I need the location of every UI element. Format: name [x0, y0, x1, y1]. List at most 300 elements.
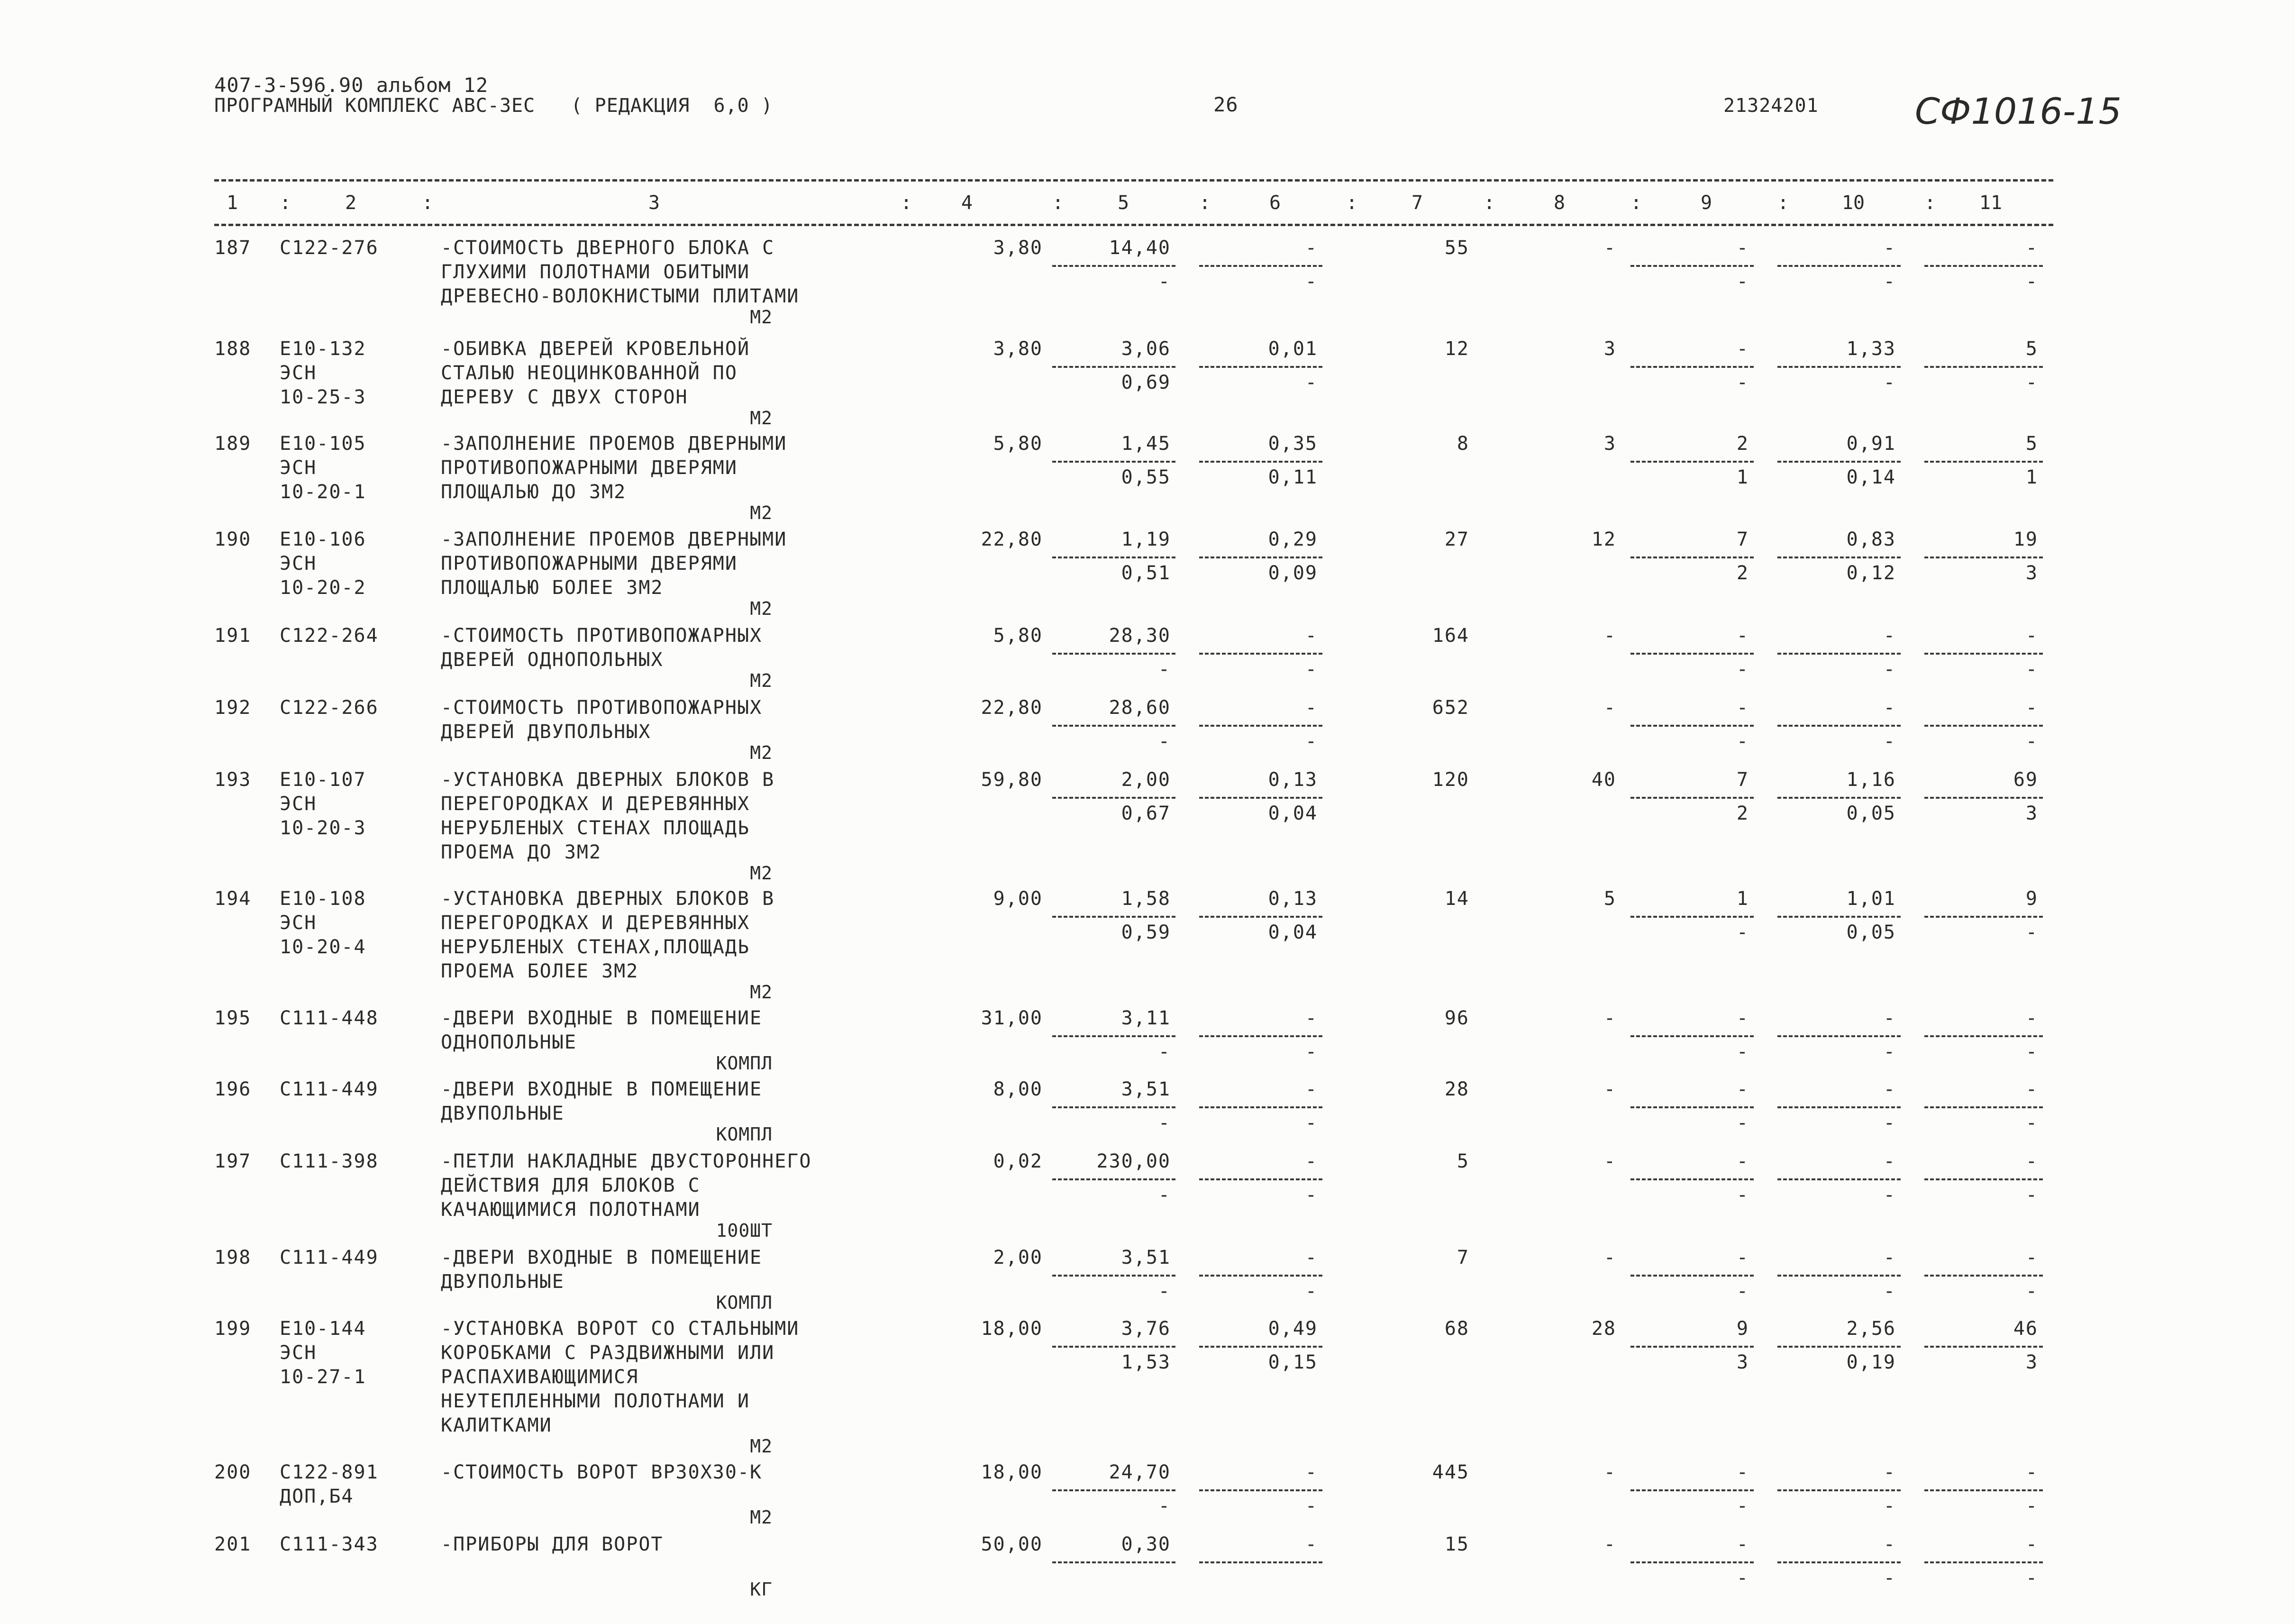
row-number: 197 — [214, 1150, 252, 1172]
total-cost: 445 — [1432, 1461, 1469, 1483]
work-description: ПРОТИВОПОЖАРНЫМИ ДВЕРЯМИ — [441, 553, 738, 575]
labor-hours-upper: 0,83 — [1846, 529, 1896, 550]
total-labor-lower: - — [2025, 730, 2038, 752]
value-divider — [1630, 1035, 1754, 1037]
total-labor-lower: 3 — [2025, 1351, 2038, 1373]
machine-cost-upper: - — [1736, 625, 1749, 647]
value-divider — [1052, 1346, 1175, 1348]
work-description: ПЕРЕГОРОДКАХ И ДЕРЕВЯННЫХ — [441, 793, 750, 815]
total-wages: - — [1603, 1247, 1616, 1268]
wage-cost-lower: 0,04 — [1268, 921, 1318, 943]
value-divider — [1630, 1275, 1754, 1277]
rate-code: Е10-105 — [280, 433, 366, 455]
unit-cost-upper: 3,51 — [1121, 1247, 1171, 1268]
unit-cost-lower: - — [1158, 658, 1171, 680]
work-description: ПРОЕМА ДО 3М2 — [441, 841, 602, 863]
unit-cost-upper: 28,30 — [1109, 625, 1171, 647]
labor-hours-upper: - — [1883, 1461, 1896, 1483]
total-labor-upper: - — [2025, 1533, 2038, 1555]
value-divider — [1924, 1178, 2043, 1180]
work-description: ДРЕВЕСНО-ВОЛОКНИСТЫМИ ПЛИТАМИ — [441, 285, 800, 307]
quantity: 5,80 — [993, 625, 1043, 647]
total-labor-upper: - — [2025, 697, 2038, 719]
work-description: КАЛИТКАМИ — [441, 1414, 552, 1436]
total-cost: 15 — [1444, 1533, 1469, 1555]
total-labor-lower: - — [2025, 658, 2038, 680]
rate-code: 10-20-2 — [280, 577, 366, 599]
machine-cost-upper: 1 — [1736, 888, 1749, 910]
labor-hours-lower: - — [1883, 730, 1896, 752]
machine-cost-lower: - — [1736, 1041, 1749, 1063]
work-description: ДВЕРЕЙ ОДНОПОЛЬНЫХ — [441, 649, 664, 671]
column-separator: : — [280, 192, 291, 214]
unit-of-measure: М2 — [750, 408, 773, 429]
value-divider — [1777, 653, 1901, 655]
total-wages: - — [1603, 625, 1616, 647]
value-divider — [1630, 1561, 1754, 1563]
machine-cost-upper: 9 — [1736, 1318, 1749, 1340]
rate-code: С111-343 — [280, 1533, 379, 1555]
wage-cost-lower: - — [1305, 1112, 1318, 1134]
quantity: 22,80 — [981, 697, 1043, 719]
quantity: 18,00 — [981, 1318, 1043, 1340]
column-header: 10 — [1841, 192, 1865, 214]
unit-cost-upper: 3,51 — [1121, 1078, 1171, 1100]
unit-cost-upper: 3,76 — [1121, 1318, 1171, 1340]
work-description: ПЛОЩАЛЬЮ ДО 3М2 — [441, 481, 627, 503]
labor-hours-upper: 0,91 — [1846, 433, 1896, 455]
wage-cost-upper: - — [1305, 625, 1318, 647]
unit-of-measure: М2 — [750, 1507, 773, 1528]
quantity: 59,80 — [981, 769, 1043, 791]
work-description: РАСПАХИВАЮЩИМИСЯ — [441, 1366, 639, 1388]
labor-hours-lower: - — [1883, 1112, 1896, 1134]
column-separator: : — [1924, 192, 1936, 214]
labor-hours-lower: - — [1883, 271, 1896, 292]
value-divider — [1199, 1178, 1322, 1180]
wage-cost-upper: - — [1305, 1007, 1318, 1029]
labor-hours-lower: - — [1883, 1184, 1896, 1206]
row-number: 187 — [214, 237, 252, 259]
rate-code: ЭСН — [280, 553, 317, 575]
total-wages: 3 — [1603, 338, 1616, 360]
work-description: НЕРУБЛЕНЫХ СТЕНАХ ПЛОЩАДЬ — [441, 817, 750, 839]
value-divider — [1052, 265, 1175, 267]
unit-of-measure: М2 — [750, 982, 773, 1003]
rate-code: Е10-106 — [280, 529, 366, 550]
rate-code: ЭСН — [280, 793, 317, 815]
total-wages: - — [1603, 1150, 1616, 1172]
work-description: КАЧАЮЩИМИСЯ ПОЛОТНАМИ — [441, 1199, 701, 1221]
value-divider — [1777, 1035, 1901, 1037]
value-divider — [1630, 265, 1754, 267]
unit-cost-upper: 28,60 — [1109, 697, 1171, 719]
unit-cost-upper: 1,19 — [1121, 529, 1171, 550]
rate-code: Е10-132 — [280, 338, 366, 360]
labor-hours-upper: - — [1883, 1007, 1896, 1029]
total-cost: 68 — [1444, 1318, 1469, 1340]
machine-cost-upper: - — [1736, 1150, 1749, 1172]
value-divider — [1052, 366, 1175, 368]
quantity: 8,00 — [993, 1078, 1043, 1100]
value-divider — [1052, 557, 1175, 558]
row-number: 198 — [214, 1247, 252, 1268]
rate-code: С111-448 — [280, 1007, 379, 1029]
value-divider — [1924, 1489, 2043, 1491]
quantity: 5,80 — [993, 433, 1043, 455]
row-number: 191 — [214, 625, 252, 647]
unit-of-measure: М2 — [750, 1436, 773, 1457]
labor-hours-upper: 1,16 — [1846, 769, 1896, 791]
wage-cost-upper: - — [1305, 1533, 1318, 1555]
wage-cost-lower: - — [1305, 1184, 1318, 1206]
machine-cost-lower: - — [1736, 372, 1749, 393]
total-labor-lower: - — [2025, 921, 2038, 943]
value-divider — [1199, 797, 1322, 799]
table-header-rule — [214, 224, 2053, 226]
unit-cost-lower: 0,59 — [1121, 921, 1171, 943]
column-header: 2 — [345, 192, 357, 214]
value-divider — [1924, 1275, 2043, 1277]
wage-cost-upper: 0,49 — [1268, 1318, 1318, 1340]
total-wages: - — [1603, 237, 1616, 259]
work-description: -ПЕТЛИ НАКЛАДНЫЕ ДВУСТОРОННЕГО — [441, 1150, 812, 1172]
total-labor-upper: 69 — [2013, 769, 2038, 791]
column-header: 3 — [648, 192, 660, 214]
unit-cost-lower: - — [1158, 1112, 1171, 1134]
value-divider — [1052, 1275, 1175, 1277]
work-description: ДВЕРЕЙ ДВУПОЛЬНЫХ — [441, 721, 651, 743]
machine-cost-lower: - — [1736, 1112, 1749, 1134]
machine-cost-lower: 1 — [1736, 466, 1749, 488]
total-cost: 5 — [1457, 1150, 1469, 1172]
total-wages: 5 — [1603, 888, 1616, 910]
value-divider — [1630, 461, 1754, 463]
rate-code: ЭСН — [280, 1342, 317, 1364]
work-description: СТАЛЬЮ НЕОЦИНКОВАННОЙ ПО — [441, 362, 738, 384]
wage-cost-lower: 0,11 — [1268, 466, 1318, 488]
value-divider — [1777, 461, 1901, 463]
labor-hours-lower: - — [1883, 1280, 1896, 1302]
quantity: 22,80 — [981, 529, 1043, 550]
value-divider — [1199, 1035, 1322, 1037]
rate-code: С122-891 — [280, 1461, 379, 1483]
rate-code: С111-398 — [280, 1150, 379, 1172]
machine-cost-lower: 2 — [1736, 803, 1749, 824]
unit-cost-upper: 24,70 — [1109, 1461, 1171, 1483]
machine-cost-lower: 3 — [1736, 1351, 1749, 1373]
unit-cost-lower: 0,69 — [1121, 372, 1171, 393]
wage-cost-lower: 0,04 — [1268, 803, 1318, 824]
column-separator: : — [1777, 192, 1789, 214]
total-cost: 7 — [1457, 1247, 1469, 1268]
total-labor-upper: 9 — [2025, 888, 2038, 910]
labor-hours-lower: 0,05 — [1846, 803, 1896, 824]
column-separator: : — [1630, 192, 1642, 214]
unit-cost-lower: 0,67 — [1121, 803, 1171, 824]
program-title: ПРОГРАМНЫЙ КОМПЛЕКС АВС-ЗЕС ( РЕДАКЦИЯ 6,0 ) — [214, 95, 773, 117]
wage-cost-lower: - — [1305, 1041, 1318, 1063]
labor-hours-lower: - — [1883, 372, 1896, 393]
unit-cost-lower: - — [1158, 730, 1171, 752]
column-header: 4 — [961, 192, 973, 214]
total-labor-lower: 1 — [2025, 466, 2038, 488]
work-description: НЕРУБЛЕНЫХ СТЕНАХ,ПЛОЩАДЬ — [441, 936, 750, 958]
total-wages: 12 — [1591, 529, 1616, 550]
machine-cost-upper: - — [1736, 1247, 1749, 1268]
table-top-rule — [214, 179, 2053, 182]
unit-cost-upper: 0,30 — [1121, 1533, 1171, 1555]
value-divider — [1199, 1275, 1322, 1277]
unit-of-measure: КГ — [750, 1579, 773, 1600]
value-divider — [1199, 1346, 1322, 1348]
machine-cost-lower: - — [1736, 1280, 1749, 1302]
album-reference: 407-3-596.90 альбом 12 — [214, 73, 489, 97]
value-divider — [1777, 725, 1901, 727]
wage-cost-lower: 0,15 — [1268, 1351, 1318, 1373]
work-description: -ПРИБОРЫ ДЛЯ ВОРОТ — [441, 1533, 664, 1555]
value-divider — [1199, 461, 1322, 463]
work-description: КОРОБКАМИ С РАЗДВИЖНЫМИ ИЛИ — [441, 1342, 775, 1364]
value-divider — [1052, 1035, 1175, 1037]
total-cost: 8 — [1457, 433, 1469, 455]
total-labor-lower: - — [2025, 372, 2038, 393]
value-divider — [1924, 461, 2043, 463]
value-divider — [1199, 653, 1322, 655]
wage-cost-upper: - — [1305, 697, 1318, 719]
machine-cost-upper: - — [1736, 1007, 1749, 1029]
work-description: -УСТАНОВКА ВОРОТ СО СТАЛЬНЫМИ — [441, 1318, 800, 1340]
value-divider — [1777, 1346, 1901, 1348]
labor-hours-upper: 2,56 — [1846, 1318, 1896, 1340]
total-labor-lower: - — [2025, 1280, 2038, 1302]
value-divider — [1630, 1346, 1754, 1348]
total-labor-lower: - — [2025, 1184, 2038, 1206]
column-separator: : — [901, 192, 912, 214]
value-divider — [1924, 557, 2043, 558]
quantity: 50,00 — [981, 1533, 1043, 1555]
row-number: 193 — [214, 769, 252, 791]
value-divider — [1630, 1106, 1754, 1108]
total-cost: 28 — [1444, 1078, 1469, 1100]
work-description: ПЛОЩАЛЬЮ БОЛЕЕ 3М2 — [441, 577, 664, 599]
labor-hours-upper: - — [1883, 697, 1896, 719]
labor-hours-lower: - — [1883, 658, 1896, 680]
labor-hours-upper: - — [1883, 237, 1896, 259]
value-divider — [1924, 916, 2043, 918]
total-wages: - — [1603, 1007, 1616, 1029]
row-number: 195 — [214, 1007, 252, 1029]
wage-cost-upper: 0,01 — [1268, 338, 1318, 360]
total-wages: - — [1603, 697, 1616, 719]
quantity: 2,00 — [993, 1247, 1043, 1268]
value-divider — [1777, 265, 1901, 267]
unit-of-measure: М2 — [750, 307, 773, 328]
quantity: 31,00 — [981, 1007, 1043, 1029]
total-labor-lower: 3 — [2025, 803, 2038, 824]
machine-cost-lower: 2 — [1736, 562, 1749, 584]
unit-of-measure: М2 — [750, 598, 773, 619]
labor-hours-upper: 1,33 — [1846, 338, 1896, 360]
column-separator: : — [1052, 192, 1064, 214]
machine-cost-lower: - — [1736, 1495, 1749, 1517]
row-number: 196 — [214, 1078, 252, 1100]
machine-cost-lower: - — [1736, 921, 1749, 943]
value-divider — [1924, 653, 2043, 655]
wage-cost-lower: - — [1305, 271, 1318, 292]
unit-cost-lower: 1,53 — [1121, 1351, 1171, 1373]
value-divider — [1199, 916, 1322, 918]
work-description: ДВУПОЛЬНЫЕ — [441, 1103, 565, 1124]
value-divider — [1924, 1561, 2043, 1563]
work-description: -ДВЕРИ ВХОДНЫЕ В ПОМЕЩЕНИЕ — [441, 1007, 763, 1029]
quantity: 0,02 — [993, 1150, 1043, 1172]
work-description: ГЛУХИМИ ПОЛОТНАМИ ОБИТЫМИ — [441, 261, 750, 283]
wage-cost-upper: 0,35 — [1268, 433, 1318, 455]
unit-cost-lower: - — [1158, 1184, 1171, 1206]
work-description: -ДВЕРИ ВХОДНЫЕ В ПОМЕЩЕНИЕ — [441, 1078, 763, 1100]
total-labor-upper: 5 — [2025, 338, 2038, 360]
value-divider — [1777, 366, 1901, 368]
value-divider — [1777, 916, 1901, 918]
wage-cost-upper: 0,29 — [1268, 529, 1318, 550]
value-divider — [1777, 1561, 1901, 1563]
work-description: ПРОТИВОПОЖАРНЫМИ ДВЕРЯМИ — [441, 457, 738, 479]
machine-cost-upper: - — [1736, 1078, 1749, 1100]
column-separator: : — [422, 192, 434, 214]
labor-hours-lower: - — [1883, 1567, 1896, 1589]
wage-cost-lower: - — [1305, 372, 1318, 393]
value-divider — [1052, 797, 1175, 799]
total-wages: - — [1603, 1533, 1616, 1555]
unit-cost-upper: 3,06 — [1121, 338, 1171, 360]
rate-code: Е10-107 — [280, 769, 366, 791]
total-labor-upper: 5 — [2025, 433, 2038, 455]
row-number: 190 — [214, 529, 252, 550]
work-description: -ОБИВКА ДВЕРЕЙ КРОВЕЛЬНОЙ — [441, 338, 750, 360]
wage-cost-lower: 0,09 — [1268, 562, 1318, 584]
labor-hours-upper: - — [1883, 1533, 1896, 1555]
row-number: 192 — [214, 697, 252, 719]
labor-hours-lower: 0,05 — [1846, 921, 1896, 943]
total-labor-upper: - — [2025, 1007, 2038, 1029]
value-divider — [1630, 1178, 1754, 1180]
value-divider — [1630, 725, 1754, 727]
unit-cost-upper: 2,00 — [1121, 769, 1171, 791]
labor-hours-lower: - — [1883, 1495, 1896, 1517]
row-number: 194 — [214, 888, 252, 910]
unit-cost-lower: - — [1158, 1041, 1171, 1063]
machine-cost-upper: 7 — [1736, 769, 1749, 791]
unit-of-measure: КОМПЛ — [716, 1292, 773, 1313]
document-code: 21324201 — [1723, 95, 1819, 117]
unit-cost-upper: 3,11 — [1121, 1007, 1171, 1029]
total-labor-upper: - — [2025, 1461, 2038, 1483]
column-header: 1 — [226, 192, 238, 214]
value-divider — [1630, 653, 1754, 655]
value-divider — [1199, 557, 1322, 558]
value-divider — [1052, 1561, 1175, 1563]
column-separator: : — [1199, 192, 1211, 214]
labor-hours-upper: - — [1883, 1078, 1896, 1100]
rate-code: 10-27-1 — [280, 1366, 366, 1388]
wage-cost-lower: - — [1305, 1495, 1318, 1517]
value-divider — [1052, 653, 1175, 655]
total-labor-upper: - — [2025, 625, 2038, 647]
work-description: ПРОЕМА БОЛЕЕ 3М2 — [441, 960, 639, 982]
rate-code: ЭСН — [280, 362, 317, 384]
work-description: -ЗАПОЛНЕНИЕ ПРОЕМОВ ДВЕРНЫМИ — [441, 529, 787, 550]
total-cost: 55 — [1444, 237, 1469, 259]
value-divider — [1052, 725, 1175, 727]
machine-cost-lower: - — [1736, 1567, 1749, 1589]
rate-code: 10-20-1 — [280, 481, 366, 503]
value-divider — [1199, 1489, 1322, 1491]
machine-cost-upper: - — [1736, 697, 1749, 719]
page-number: 26 — [1213, 93, 1239, 116]
work-description: ДЕЙСТВИЯ ДЛЯ БЛОКОВ С — [441, 1175, 701, 1196]
handwritten-stamp: СФ1016-15 — [1915, 90, 2122, 132]
rate-code: ЭСН — [280, 457, 317, 479]
machine-cost-upper: 2 — [1736, 433, 1749, 455]
work-description: -УСТАНОВКА ДВЕРНЫХ БЛОКОВ В — [441, 888, 775, 910]
value-divider — [1052, 916, 1175, 918]
row-number: 188 — [214, 338, 252, 360]
total-labor-upper: - — [2025, 1150, 2038, 1172]
machine-cost-lower: - — [1736, 658, 1749, 680]
work-description: -СТОИМОСТЬ ПРОТИВОПОЖАРНЫХ — [441, 625, 763, 647]
wage-cost-upper: 0,13 — [1268, 769, 1318, 791]
row-number: 199 — [214, 1318, 252, 1340]
machine-cost-upper: - — [1736, 1461, 1749, 1483]
value-divider — [1777, 1489, 1901, 1491]
unit-of-measure: М2 — [750, 670, 773, 691]
total-cost: 652 — [1432, 697, 1469, 719]
value-divider — [1630, 916, 1754, 918]
unit-cost-lower: 0,55 — [1121, 466, 1171, 488]
work-description: -УСТАНОВКА ДВЕРНЫХ БЛОКОВ В — [441, 769, 775, 791]
value-divider — [1924, 265, 2043, 267]
column-header: 5 — [1117, 192, 1129, 214]
labor-hours-lower: 0,19 — [1846, 1351, 1896, 1373]
total-wages: - — [1603, 1461, 1616, 1483]
work-description: НЕУТЕПЛЕННЫМИ ПОЛОТНАМИ И — [441, 1390, 750, 1412]
unit-cost-lower: - — [1158, 271, 1171, 292]
rate-code: ЭСН — [280, 912, 317, 934]
value-divider — [1052, 1106, 1175, 1108]
quantity: 9,00 — [993, 888, 1043, 910]
total-labor-lower: - — [2025, 271, 2038, 292]
work-description: -СТОИМОСТЬ ДВЕРНОГО БЛОКА С — [441, 237, 775, 259]
value-divider — [1924, 1106, 2043, 1108]
row-number: 189 — [214, 433, 252, 455]
rate-code: 10-20-4 — [280, 936, 366, 958]
total-labor-lower: - — [2025, 1041, 2038, 1063]
rate-code: ДОП,Б4 — [280, 1486, 354, 1507]
rate-code: Е10-108 — [280, 888, 366, 910]
quantity: 3,80 — [993, 338, 1043, 360]
unit-of-measure: М2 — [750, 502, 773, 523]
work-description: ДВУПОЛЬНЫЕ — [441, 1271, 565, 1293]
rate-code: С111-449 — [280, 1247, 379, 1268]
column-separator: : — [1346, 192, 1358, 214]
row-number: 201 — [214, 1533, 252, 1555]
machine-cost-upper: - — [1736, 237, 1749, 259]
unit-of-measure: М2 — [750, 863, 773, 884]
total-labor-lower: - — [2025, 1567, 2038, 1589]
column-separator: : — [1484, 192, 1495, 214]
labor-hours-upper: - — [1883, 1150, 1896, 1172]
